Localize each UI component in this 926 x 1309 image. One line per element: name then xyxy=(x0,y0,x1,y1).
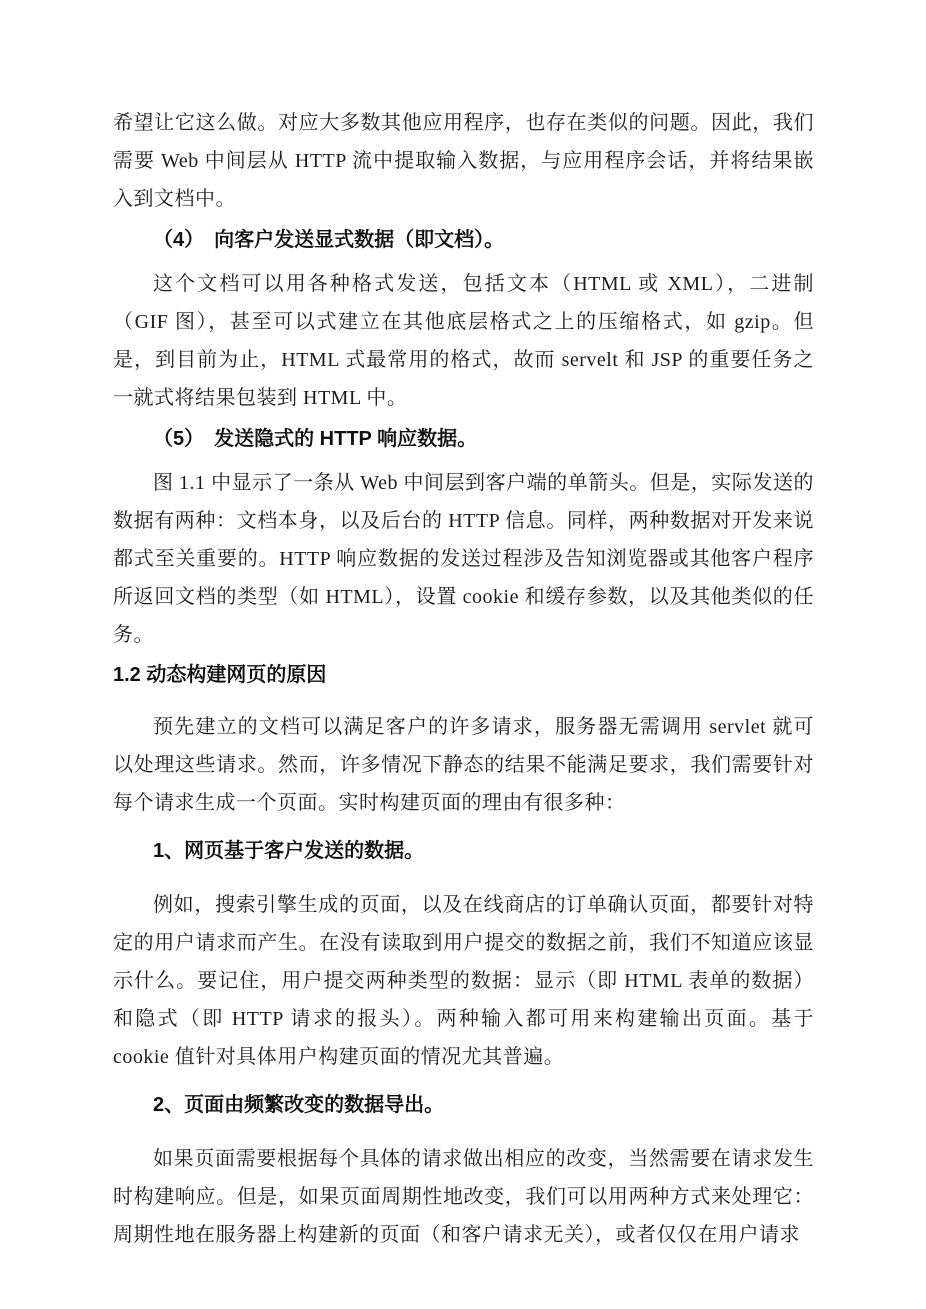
paragraph-explicit-data: 这个文档可以用各种格式发送，包括文本（HTML 或 XML），二进制（GIF 图），甚至可以式建立在其他底层格式之上的压缩格式，如 gzip。但是，到目前为止，HTML 式最常用的格式，故而 servelt 和 JSP 的重要任务之一就式将结果包装到 HTML 中。 xyxy=(113,273,814,409)
paragraph-continued-from-previous-page: 希望让它这么做。对应大多数其他应用程序，也存在类似的问题。因此，我们需要 Web 中间层从 HTTP 流中提取输入数据，与应用程序会话，并将结果嵌入到文档中。 xyxy=(113,112,814,210)
paragraph-implicit-http-response: 图 1.1 中显示了一条从 Web 中间层到客户端的单箭头。但是，实际发送的数据有两种：文档本身，以及后台的 HTTP 信息。同样，两种数据对开发来说都式至关重要的。HTTP 响应数据的发送过程涉及告知浏览器或其他客户程序所返回文档的类型（如 HTML），设置 cookie 和缓存参数，以及其他类似的任务。 xyxy=(113,472,814,646)
numbered-heading-2: 2、页面由频繁改变的数据导出。 xyxy=(153,1094,445,1116)
document-content xyxy=(113,104,814,1254)
item-heading-4: （4） 向客户发送显式数据（即文档）。 xyxy=(153,229,505,251)
item-heading-5: （5） 发送隐式的 HTTP 响应数据。 xyxy=(153,428,478,450)
paragraph-prebuilt-documents: 预先建立的文档可以满足客户的许多请求，服务器无需调用 servlet 就可以处理这些请求。然而，许多情况下静态的结果不能满足要求，我们需要针对每个请求生成一个页面。实时构建页面的理由有很多种： xyxy=(113,716,814,814)
numbered-heading-1: 1、网页基于客户发送的数据。 xyxy=(153,840,425,862)
paragraph-frequently-changing-data: 如果页面需要根据每个具体的请求做出相应的改变，当然需要在请求发生时构建响应。但是，如果页面周期性地改变，我们可以用两种方式来处理它：周期性地在服务器上构建新的页面（和客户请求无关），或者仅仅在用户请求 xyxy=(113,1148,814,1246)
section-heading-1-2: 1.2 动态构建网页的原因 xyxy=(113,664,327,686)
paragraph-client-sent-data: 例如，搜索引擎生成的页面，以及在线商店的订单确认页面，都要针对特定的用户请求而产生。在没有读取到用户提交的数据之前，我们不知道应该显示什么。要记住，用户提交两种类型的数据：显示（即 HTML 表单的数据）和隐式（即 HTTP 请求的报头）。两种输入都可用来构建输出页面。基于 cookie 值针对具体用户构建页面的情况尤其普遍。 xyxy=(113,894,814,1068)
